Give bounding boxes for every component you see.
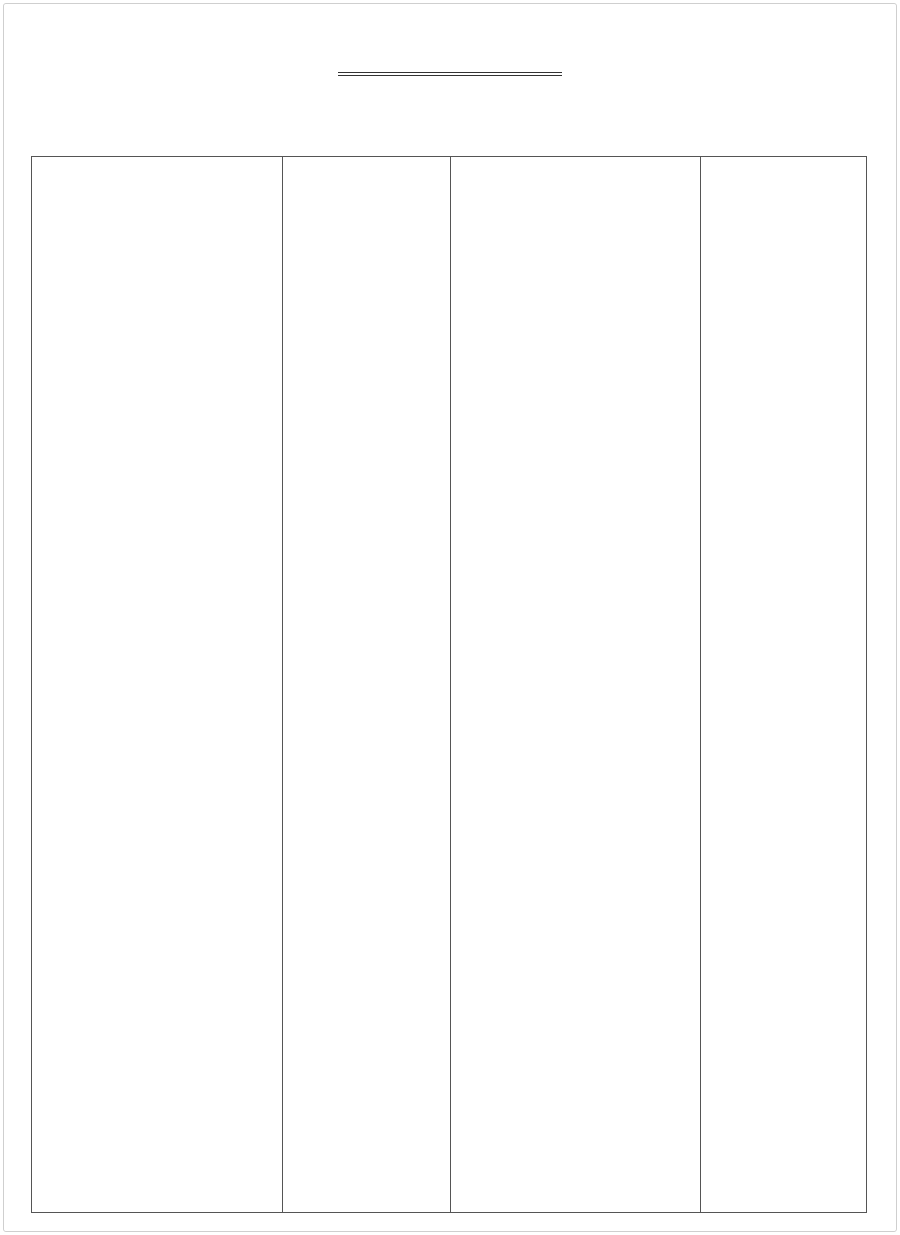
title-underline (338, 72, 562, 73)
assets-column (32, 157, 450, 1212)
balance-sheet-table (31, 156, 867, 1213)
unit-label (824, 135, 862, 150)
title-underline-double (338, 75, 562, 76)
liabilities-netassets-column (451, 157, 867, 1212)
